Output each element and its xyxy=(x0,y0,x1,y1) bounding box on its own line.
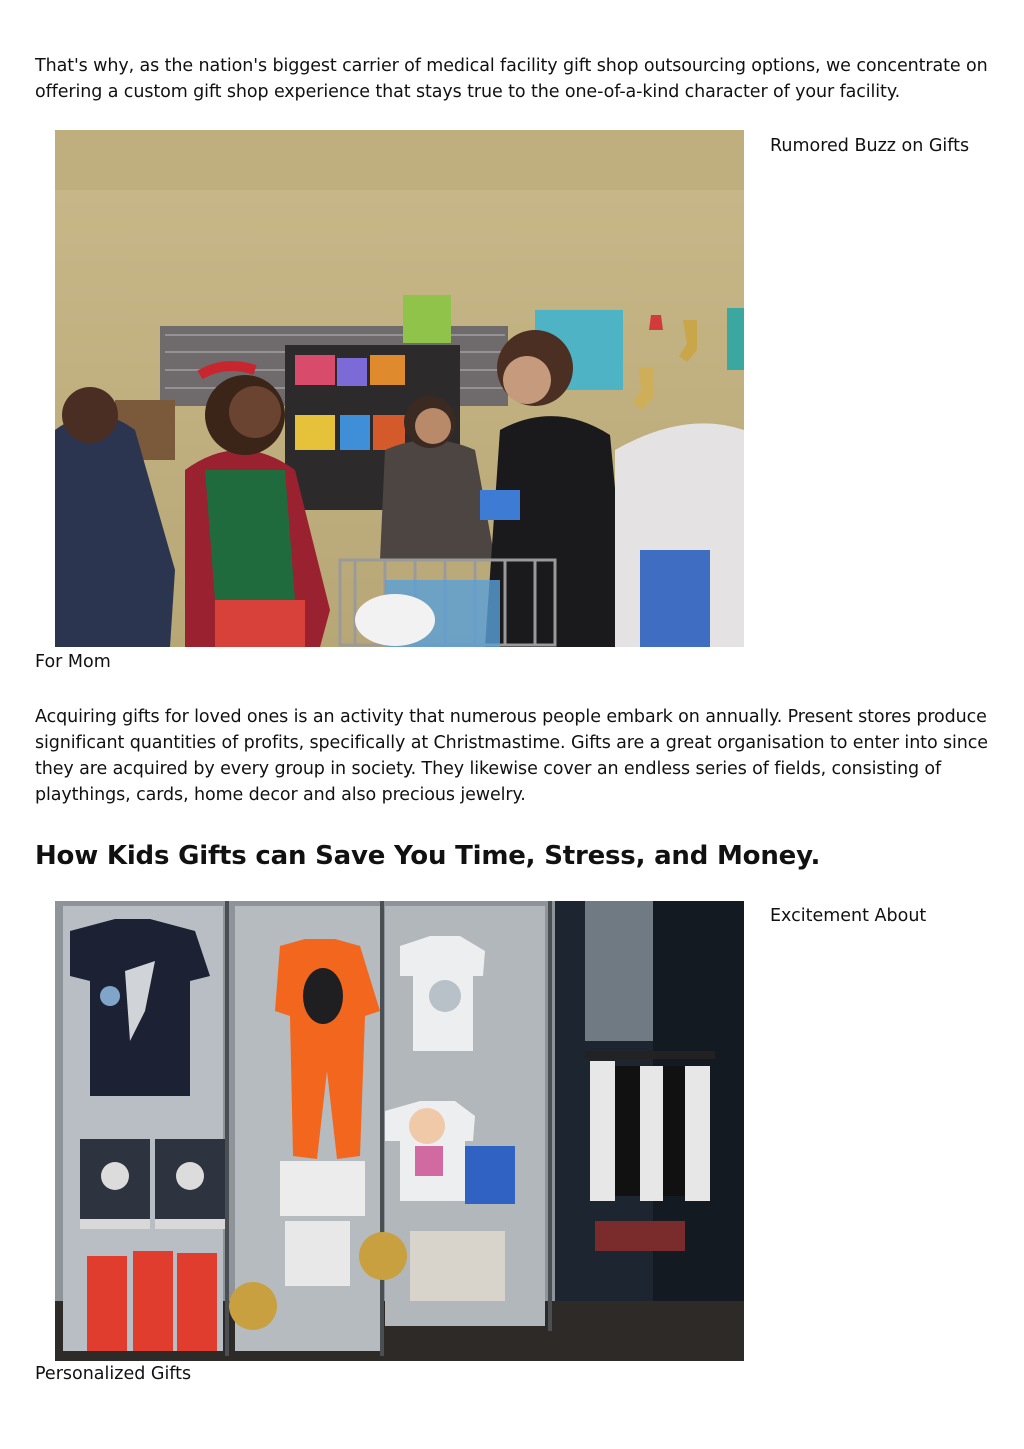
aside-link-excitement[interactable]: Excitement About xyxy=(770,906,927,926)
gift-shop-photo xyxy=(55,130,744,647)
section-heading: How Kids Gifts can Save You Time, Stress, and Money. xyxy=(35,841,821,871)
body-paragraph: Acquiring gifts for loved ones is an activity that numerous people embark on annually. Present stores produce significant quantities of profits, specifically at Christmastime. Gifts are a great organisation to enter into since they are acquired by every group in society. They likewise cover an endless series of fields, consisting of playthings, cards, home decor and also precious jewelry. xyxy=(35,707,988,805)
merchandise-display-photo xyxy=(55,901,744,1361)
image-caption: Personalized Gifts xyxy=(35,1364,192,1384)
intro-paragraph: That's why, as the nation's biggest carrier of medical facility gift shop outsourcing options, we concentrate on offering a custom gift shop experience that stays true to the one-of-a-kind character of your facility. xyxy=(35,56,988,102)
image-caption: For Mom xyxy=(35,652,111,672)
aside-link-rumored-buzz[interactable]: Rumored Buzz on Gifts xyxy=(770,136,970,156)
